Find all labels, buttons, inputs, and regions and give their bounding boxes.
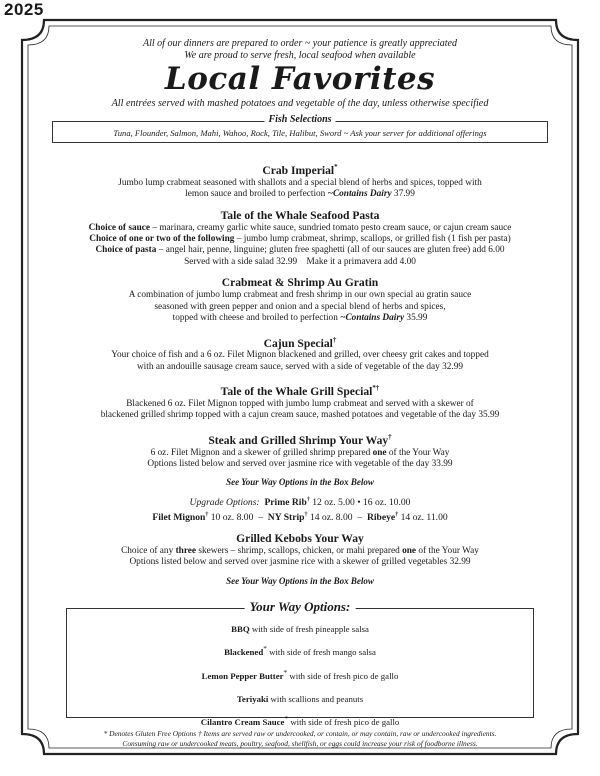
item-title: Grilled Kebobs Your Way <box>236 531 364 545</box>
item-description: Choice of any three skewers – shrimp, scallops, chicken, or mahi prepared one of the Your Way <box>121 545 479 556</box>
item-description: seasoned with green pepper and onion and a special blend of herbs and spices, <box>154 301 446 312</box>
menu-content <box>42 38 558 749</box>
footer-disclaimer-2: Consuming raw or undercooked meats, poultry, seafood, shellfish, or eggs could increase your risk of foodborne illness. <box>122 738 478 748</box>
menu-item-crab-imperial <box>42 160 558 201</box>
item-description: lemon sauce and broiled to perfection ~Contains Dairy 37.99 <box>185 189 415 200</box>
your-way-options-list <box>67 609 533 733</box>
see-options-note: See Your Way Options in the Box Below <box>226 476 374 487</box>
your-way-options-box <box>66 598 534 728</box>
menu-item-grill-special <box>42 381 558 422</box>
fish-selections-title: Fish Selections <box>264 114 335 126</box>
item-description: with an andouille sausage cream sauce, served with a side of vegetable of the day 32.99 <box>136 361 464 372</box>
see-options-note: See Your Way Options in the Box Below <box>226 575 374 586</box>
item-description: Options listed below and served over jasmine rice with vegetable of the day 33.99 <box>147 459 453 470</box>
item-title: Steak and Grilled Shrimp Your Way† <box>208 432 392 447</box>
item-description: blackened grilled shrimp topped with a cajun cream sauce, mashed potatoes and vegetable of the day 35.99 <box>100 410 500 421</box>
menu-item-kebobs <box>42 532 558 587</box>
menu-item-cajun-special <box>42 333 558 374</box>
item-description: Choice of one or two of the following – jumbo lump crabmeat, shrimp, scallops, or grilled fish (1 fish per pasta) <box>89 234 511 245</box>
item-description: topped with cheese and broiled to perfection ~Contains Dairy 35.99 <box>172 313 428 324</box>
item-description: Jumbo lump crabmeat seasoned with shallots and a special blend of herbs and spices, topped with <box>118 177 482 188</box>
item-description: Options listed below and served over jasmine rice with a skewer of grilled vegetables 32.99 <box>129 557 471 568</box>
item-description: 6 oz. Filet Mignon and a skewer of grilled shrimp prepared one of the Your Way <box>150 447 450 458</box>
upgrade-options-line-1: Upgrade Options: Prime Rib† 12 oz. 5.00 • 16 oz. 10.00 <box>189 496 411 508</box>
item-title: Cajun Special† <box>263 335 337 350</box>
year-label: 2025 <box>4 0 44 19</box>
your-way-options-title: Your Way Options: <box>245 599 356 614</box>
fish-selections-box <box>52 114 548 143</box>
intro-line-1: All of our dinners are prepared to order ~ your patience is greatly appreciated <box>143 38 457 49</box>
item-title: Tale of the Whale Grill Special*† <box>220 384 380 399</box>
item-description: Your choice of fish and a 6 oz. Filet Mignon blackened and grilled, over cheesy grit cakes and topped <box>111 350 489 361</box>
item-title: Tale of the Whale Seafood Pasta <box>220 208 380 222</box>
option-teriyaki: Teriyaki with scallions and peanuts <box>236 693 364 704</box>
menu-item-seafood-pasta <box>42 209 558 269</box>
item-description: Blackened 6 oz. Filet Mignon topped with jumbo lump crabmeat and served with a skewer of <box>126 399 474 410</box>
upgrade-options-line-2: Filet Mignon† 10 oz. 8.00 – NY Strip† 14 oz. 8.00 – Ribeye† 14 oz. 11.00 <box>152 511 448 523</box>
fish-selections-list: Tuna, Flounder, Salmon, Mahi, Wahoo, Rock, Tile, Halibut, Sword ~ Ask your server for additional offerings <box>113 128 487 138</box>
entree-note: All entrées served with mashed potatoes and vegetable of the day, unless otherwise specified <box>111 98 489 109</box>
item-description: Served with a side salad 32.99 Make it a primavera add 4.00 <box>184 256 416 267</box>
option-blackened: Blackened* with side of fresh mango salsa <box>224 644 376 658</box>
page-title: Local Favorites <box>164 61 436 97</box>
item-title: Crab Imperial* <box>262 163 338 177</box>
menu-item-au-gratin <box>42 276 558 324</box>
item-description: A combination of jumbo lump crabmeat and fresh shrimp in our own special au gratin sauce <box>128 290 472 301</box>
item-description: Choice of sauce – marinara, creamy garlic white sauce, sundried tomato pesto cream sauce, or cajun cream sauce <box>88 222 512 233</box>
intro-line-2: We are proud to serve fresh, local seafood when available <box>184 50 416 61</box>
option-bbq: BBQ with side of fresh pineapple salsa <box>231 623 369 634</box>
option-cilantro-cream-sauce: Cilantro Cream Sauce* with side of fresh pico de gallo <box>200 714 400 728</box>
option-lemon-pepper-butter: Lemon Pepper Butter* with side of fresh pico de gallo <box>201 667 399 681</box>
item-title: Crabmeat & Shrimp Au Gratin <box>221 276 379 290</box>
item-description: Choice of pasta – angel hair, penne, linguine; gluten free spaghetti (all of our sauces are gluten free) add 6.00 <box>95 245 505 256</box>
footer-disclaimer-1: * Denotes Gluten Free Options † Items are served raw or undercooked, or contain, or may contain, raw or undercooked ingredients. <box>103 728 497 738</box>
menu-item-steak-shrimp <box>42 430 558 524</box>
